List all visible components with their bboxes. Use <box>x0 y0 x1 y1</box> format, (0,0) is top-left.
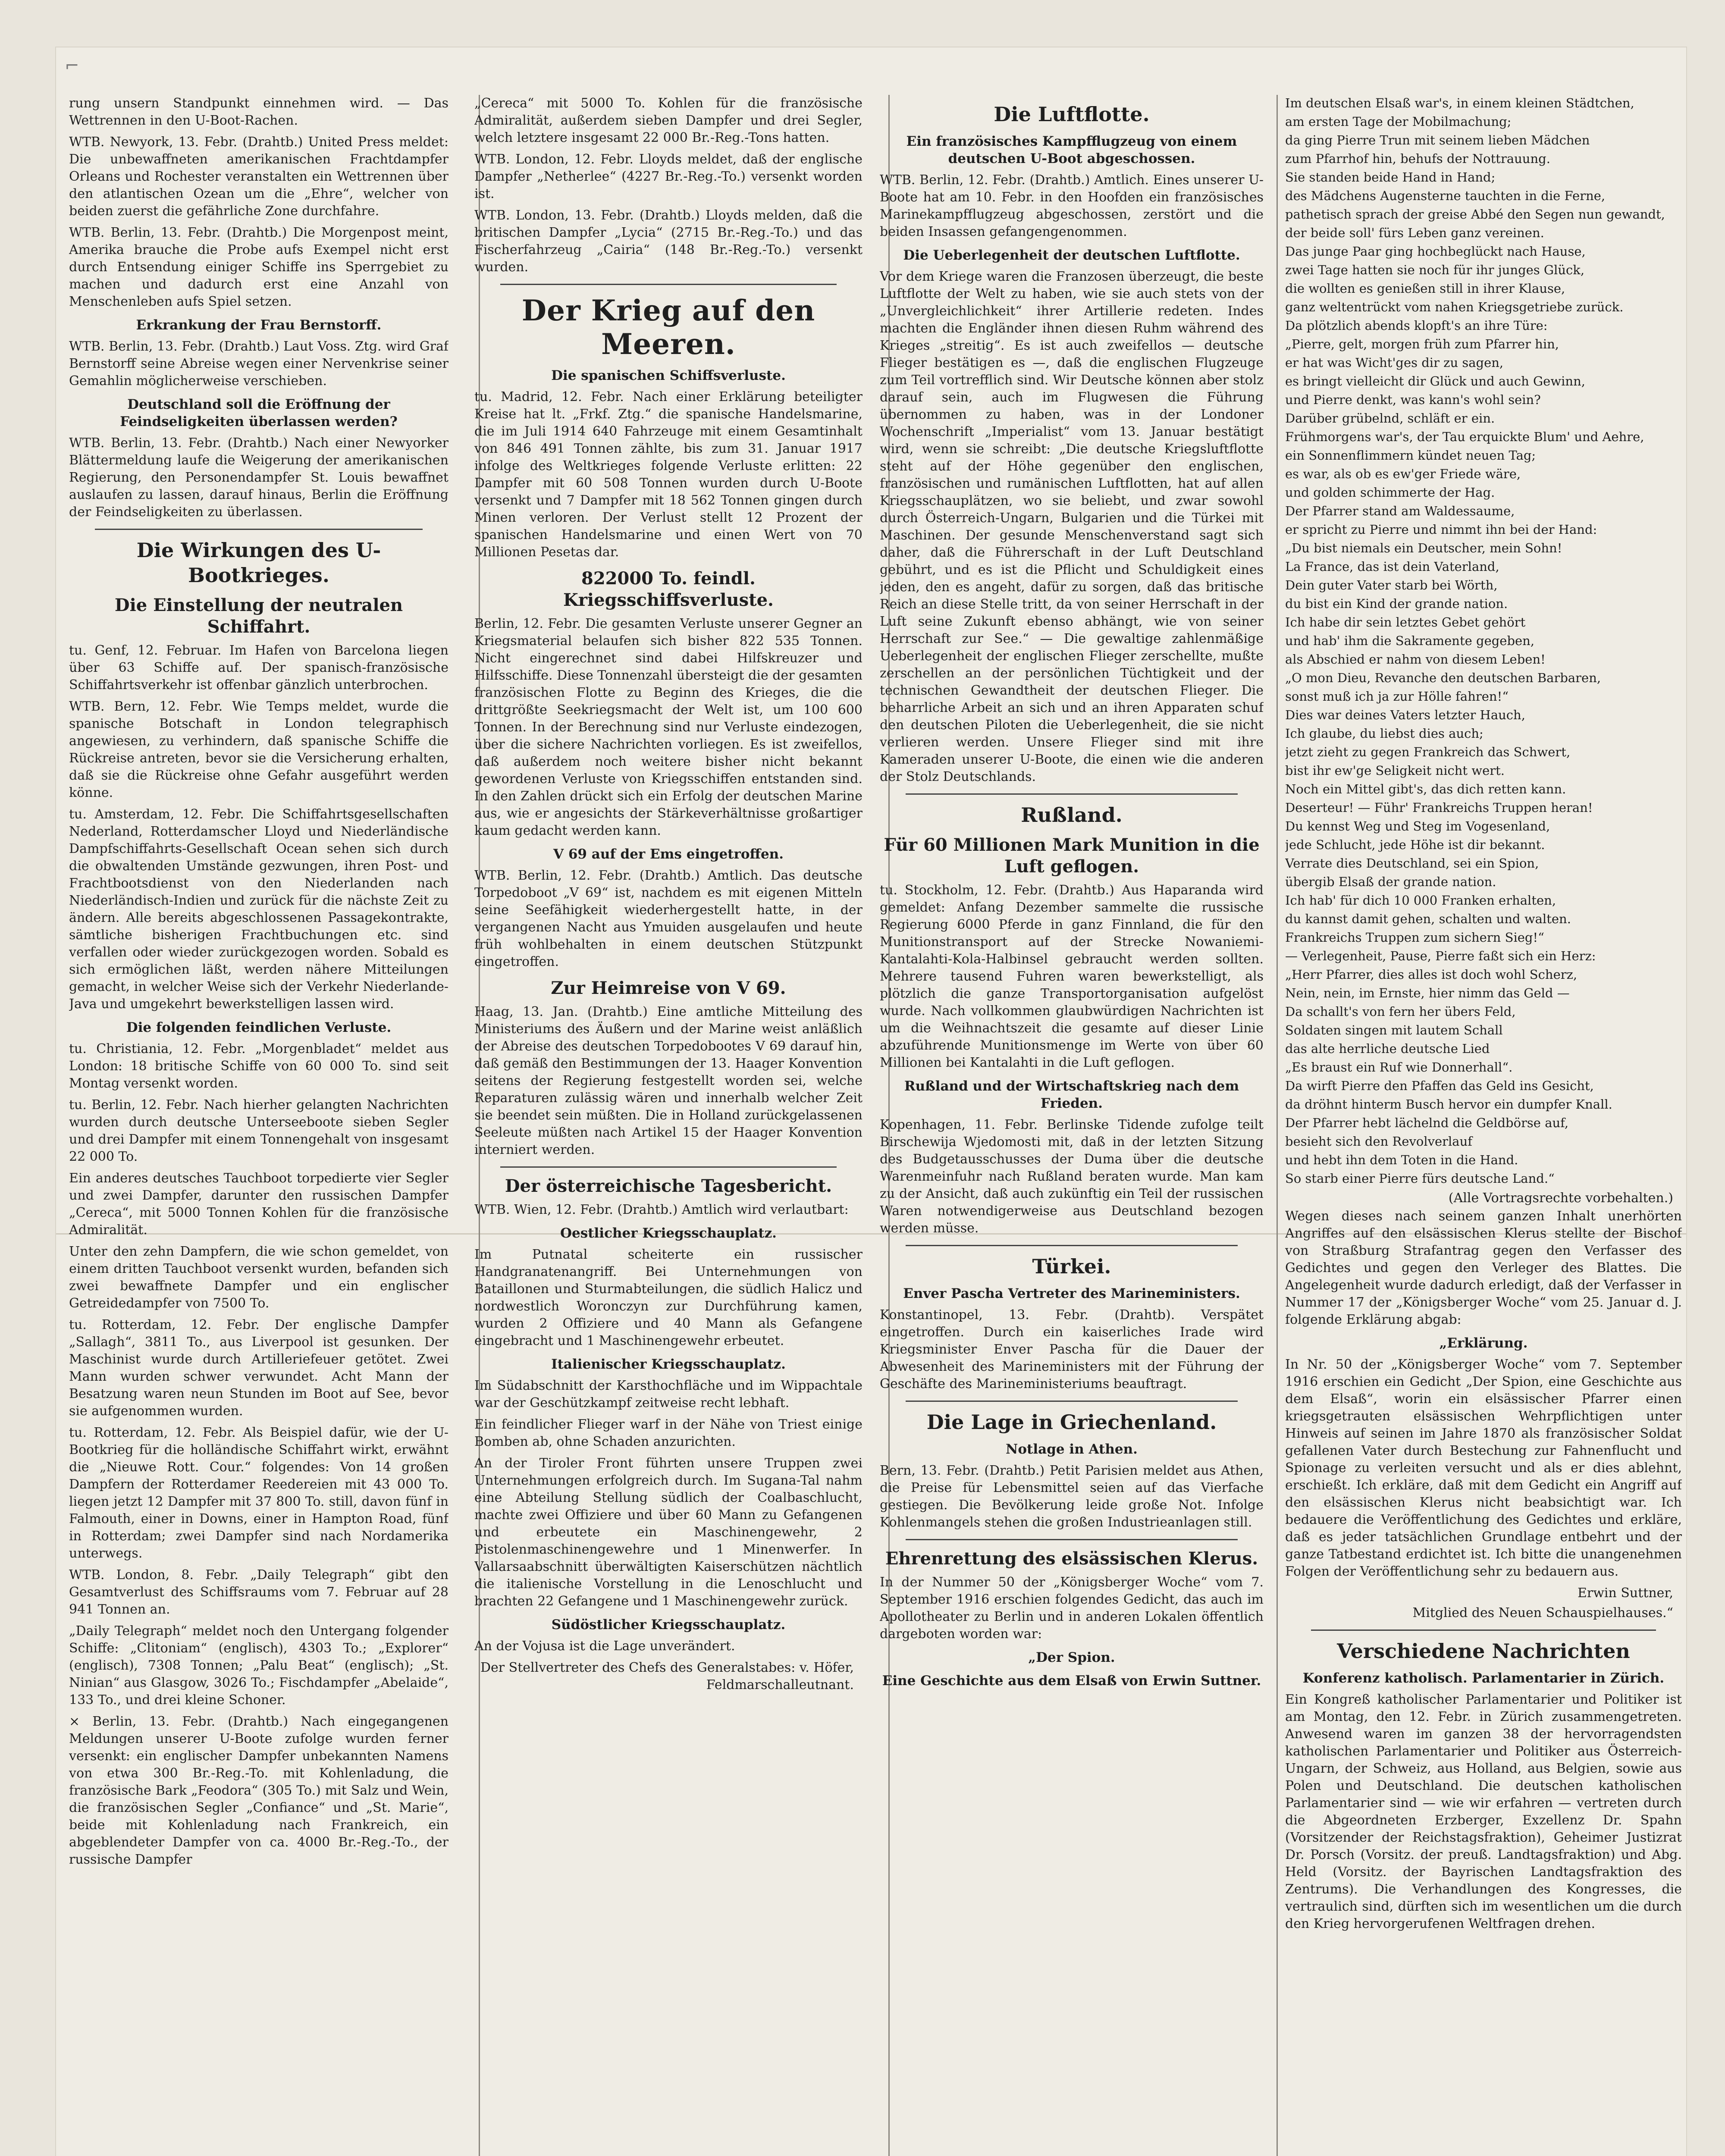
article-paragraph: WTB. London, 12. Febr. Lloyds meldet, daß der englische Dampfer „Netherlee“ (4227 Br.-Reg.-To.) versenkt worden ist. <box>474 152 862 201</box>
article-paragraph: In der Nummer 50 der „Königsberger Woche“ vom 7. September 1916 erschien folgendes Gedicht, das auch im Apollotheater zu Berlin und in anderen Lokalen öffentlich dargeboten worden war: <box>880 1575 1264 1642</box>
article-divider <box>95 529 423 530</box>
subheading: Die spanischen Schiffsverluste. <box>551 368 786 383</box>
poem-line: jetzt zieht zu gegen Frankreich das Schwert, <box>1285 745 1571 759</box>
subheading: „Der Spion. <box>1028 1650 1115 1665</box>
article-divider <box>1311 1630 1656 1631</box>
section-headline: Türkei. <box>1032 1255 1111 1278</box>
article-paragraph: Kopenhagen, 11. Febr. Berlinske Tidende zufolge teilt Birschewija Wjedomosti mit, daß in der letzten Sitzung des Budgetausschusses der Duma über die deutsche Warenmeinfuhr nach Rußland beraten wurde. Man kam zu der Ansicht, daß auch zukünftig ein Teil der russischen Waren notwendigerweise aus Deutschland bezogen werden müsse. <box>880 1117 1264 1236</box>
newspaper-columns <box>69 95 1682 2156</box>
article-paragraph: WTB. Berlin, 12. Febr. (Drahtb.) Amtlich. Das deutsche Torpedoboot „V 69“ ist, nachdem es mit eigenen Mitteln seine Seefähigkeit wiederhergestellt hatte, in der vergangenen Nacht aus Ymuiden ausgelaufen und heute früh wohlbehalten in einem deutschen Stützpunkt eingetroffen. <box>474 868 862 969</box>
poem-line: da dröhnt hinterm Busch hervor ein dumpfer Knall. <box>1285 1097 1612 1112</box>
poem-line: es bringt vielleicht dir Glück und auch Gewinn, <box>1285 374 1585 389</box>
section-headline: Der Krieg auf den Meeren. <box>521 294 815 361</box>
poem-line: und hebt ihn dem Toten in die Hand. <box>1285 1153 1518 1167</box>
article-paragraph: × Berlin, 13. Febr. (Drahtb.) Nach eingegangenen Meldungen unserer U-Boote zufolge wurden ferner versenkt: ein englischer Dampfer unbekannten Namens von etwa 300 Br.-Reg.-To. mit Kohlenladung, die französische Bark „Feodora“ (305 To.) mit Salz und Wein, die französischen Segler „Confiance“ und „St. Marie“, beide mit Kohlenladung nach Frankreich, ein abgeblendeter Dampfer von ca. 4000 Br.-Reg.-To., der russische Dampfer <box>69 1714 448 1867</box>
poem-line: Frühmorgens war's, der Tau erquickte Blum' und Aehre, <box>1285 429 1644 444</box>
poem-line: bist ihr ew'ge Seligkeit nicht wert. <box>1285 763 1505 778</box>
article-paragraph: tu. Christiania, 12. Febr. „Morgenbladet“ meldet aus London: 18 britische Schiffe von 60 000 To. sind seit Montag versenkt worden. <box>69 1041 448 1091</box>
article-paragraph: Unter den zehn Dampfern, die wie schon gemeldet, von einem dritten Tauchboot versenkt wurden, befanden sich zwei bewaffnete Dampfer und ein englischer Getreidedampfer von 7500 To. <box>69 1244 448 1311</box>
poem-line: „Es braust ein Ruf wie Donnerhall“. <box>1285 1060 1513 1075</box>
poem-line: „O mon Dieu, Revanche den deutschen Barbaren, <box>1285 671 1601 685</box>
subheading: Erkrankung der Frau Bernstorff. <box>136 317 382 333</box>
subheading: Enver Pascha Vertreter des Marineministers. <box>903 1286 1240 1301</box>
poem-line: des Mädchens Augensterne tauchten in die Ferne, <box>1285 188 1606 203</box>
poem-line: „Herr Pfarrer, dies alles ist doch wohl Scherz, <box>1285 967 1578 982</box>
article-paragraph: Bern, 13. Febr. (Drahtb.) Petit Parisien meldet aus Athen, die Preise für Lebensmittel seien auf das Vierfache gestiegen. Die Bevölkerung leide große Not. Infolge Kohlenmangels stehen die großen Industrieanlagen still. <box>880 1463 1264 1530</box>
article-paragraph: tu. Rotterdam, 12. Febr. Als Beispiel dafür, wie der U-Bootkrieg für die holländische Schiffahrt wirkt, erwähnt die „Nieuwe Rott. Cour.“ folgendes: Von 14 großen Dampfern der Rotterdamer Reedereien mit 43 000 To. liegen jetzt 12 Dampfer mit 37 800 To. still, davon fünf in Falmouth, einer in Downs, einer in Hampton Road, fünf in Rotterdam; zwei Dampfer sind nach Nordamerika unterwegs. <box>69 1425 448 1561</box>
article-paragraph: „Cereca“ mit 5000 To. Kohlen für die französische Admiralität, außerdem sieben Dampfer und drei Segler, welch letztere insgesamt 22 000 Br.-Reg.-Tons hatten. <box>474 96 862 145</box>
article-divider <box>906 1245 1238 1246</box>
article-paragraph: In Nr. 50 der „Königsberger Woche“ vom 7. September 1916 erschien ein Gedicht „Der Spion, eine Geschichte aus dem Elsaß“, worin ein elsässischer Pfarrer einen kriegsgetrauten elsässischen Wehrpflichtigen unter Hinweis auf seinen im Jahre 1870 als französischer Soldat gefallenen Vater durch Bestechung zur Fahnenflucht und Spionage zu verleiten versucht und als er dies ablehnt, erschießt. Ich erkläre, daß mit dem Gedicht ein Angriff auf den elsässischen Klerus nicht beabsichtigt war. Ich bedauere die Veröffentlichung des Gedichtes und erkläre, daß es jeder tatsächlichen Grundlage entbehrt und der ganze Tatbestand erdichtet ist. Ich bitte die unangenehmen Folgen der Veröffentlichung sehr zu bedauern aus. <box>1285 1357 1682 1579</box>
article-paragraph: Konstantinopel, 13. Febr. (Drahtb). Verspätet eingetroffen. Durch ein kaiserliches Irade wird Kriegsminister Enver Pascha für die Dauer der Abwesenheit des Marineministers mit der Führung der Geschäfte des Marineministeriums beauftragt. <box>880 1307 1264 1391</box>
article-divider <box>500 284 837 285</box>
article-paragraph: Berlin, 12. Febr. Die gesamten Verluste unserer Gegner an Kriegsmaterial belaufen sich bisher 822 535 Tonnen. Nicht eingerechnet sind dabei Hilfskreuzer und Hilfsschiffe. Diese Tonnenzahl übersteigt die der gesamten französischen Flotte zu Beginn des Krieges, die die drittgrößte Seekriegsmacht der Welt ist, um 100 600 Tonnen. In der Berechnung sind nur Verluste eindezogen, über die sichere Nachrichten vorliegen. Es ist zweifellos, daß außerdem noch weitere bisher nicht bekannt gewordenen Verluste von Kriegsschiffen entstanden sind. In den Zahlen drückt sich ein Erfolg der deutschen Marine aus, wie er angesichts der Stärkeverhältnisse großartiger kaum gedacht werden kann. <box>474 616 862 838</box>
subheading: „Erklärung. <box>1439 1335 1528 1351</box>
article-paragraph: tu. Genf, 12. Februar. Im Hafen von Barcelona liegen über 63 Schiffe auf. Der spanisch-französische Schiffahrtsverkehr ist offenbar gänzlich unterbrochen. <box>69 643 448 693</box>
poem-line: Da schallt's von fern her übers Feld, <box>1285 1004 1516 1019</box>
article-paragraph: tu. Berlin, 12. Febr. Nach hierher gelangten Nachrichten wurden durch deutsche Unterseeboote sieben Segler und drei Dampfer mit einem Tonnengehalt von insgesamt 22 000 To. <box>69 1097 448 1164</box>
poem-line: — Verlegenheit, Pause, Pierre faßt sich ein Herz: <box>1285 949 1596 963</box>
poem-line: da ging Pierre Trun mit seinem lieben Mädchen <box>1285 133 1590 147</box>
poem-line: zwei Tage hatten sie noch für ihr junges Glück, <box>1285 263 1585 277</box>
poem-line: als Abschied er nahm von diesem Leben! <box>1285 652 1546 667</box>
poem-line: So starb einer Pierre fürs deutsche Land.“ <box>1285 1171 1555 1186</box>
poem-line: am ersten Tage der Mobilmachung; <box>1285 114 1512 129</box>
poem-line: pathetisch sprach der greise Abbé den Segen nun gewandt, <box>1285 207 1665 222</box>
article-divider <box>500 1166 837 1168</box>
poem-line: sonst muß ich ja zur Hölle fahren!“ <box>1285 689 1509 704</box>
poem-line: du bist ein Kind der grande nation. <box>1285 596 1508 611</box>
signature-line: Erwin Suttner, <box>1577 1586 1673 1601</box>
article-headline: Zur Heimreise von V 69. <box>551 978 786 998</box>
poem-line: Dies war deines Vaters letzter Hauch, <box>1285 708 1525 722</box>
poem-line: Der Pfarrer hebt lächelnd die Geldbörse auf, <box>1285 1116 1569 1130</box>
poem-line: er spricht zu Pierre und nimmt ihn bei der Hand: <box>1285 522 1597 537</box>
signature-line: Der Stellvertreter des Chefs des Generalstabes: v. Höfer, Feldmarschalleutnant. <box>480 1660 854 1692</box>
article-paragraph: WTB. Bern, 12. Febr. Wie Temps meldet, wurde die spanische Botschaft in London telegraphisch angewiesen, zu verhindern, daß spanische Schiffe die Rückreise antreten, bevor sie die Versicherung erhalten, daß sie die Rückreise ohne Gefahr ausgeführt werden könne. <box>69 699 448 800</box>
article-paragraph: WTB. London, 13. Febr. (Drahtb.) Lloyds melden, daß die britischen Dampfer „Lycia“ (2715 Br.-Reg.-To.) und das Fischerfahrzeug „Cairia“ (148 Br.-Reg.-To.) versenkt wurden. <box>474 208 862 275</box>
article-divider <box>906 1401 1238 1402</box>
article-paragraph: tu. Amsterdam, 12. Febr. Die Schiffahrtsgesellschaften Nederland, Rotterdamscher Lloyd und Niederländische Dampfschiffahrts-Gesellschaft Ocean sehen sich durch die obwaltenden Umstände gezwungen, ihren Post- und Frachtbootsdienst von den Niederlanden nach Niederländisch-Indien und zurück für die nächste Zeit zu ändern. Alle bereits abgeschlossenen Passagekontrakte, sämtliche bisherigen Frachtbuchungen etc. sind verfallen oder wieder zurückgezogen worden. Sobald es sich ermöglichen läßt, werden nähere Mitteilungen gemacht, in welcher Weise sich der Verkehr Niederlande-Java und umgekehrt bewerkstelligen lassen wird. <box>69 807 448 1012</box>
article-paragraph: WTB. Berlin, 13. Febr. (Drahtb.) Laut Voss. Ztg. wird Graf Bernstorff seine Abreise wegen einer Nervenkrise seiner Gemahlin möglicherweise verschieben. <box>69 339 448 389</box>
poem-line: übergib Elsaß der grande nation. <box>1285 874 1496 889</box>
article-paragraph: WTB. Berlin, 13. Febr. (Drahtb.) Die Morgenpost meint, Amerika brauche die Probe aufs Exempel nicht erst durch Entsendung einiger Schiffe ins Sperrgebiet zu machen und dadurch erst eine Anzahl von Menschenleben aufs Spiel setzen. <box>69 225 448 309</box>
poem-line: Das junge Paar ging hochbeglückt nach Hause, <box>1285 244 1586 259</box>
poem-line: ein Sonnenflimmern kündet neuen Tag; <box>1285 448 1536 463</box>
subheading: Oestlicher Kriegsschauplatz. <box>560 1225 777 1241</box>
poem-line: Ich hab' für dich 10 000 Franken erhalten, <box>1285 893 1556 908</box>
poem-line: es war, als ob es ew'ger Friede wäre, <box>1285 467 1521 481</box>
poem-line: die wollten es genießen still in ihrer Klause, <box>1285 281 1565 296</box>
poem-line: Du kennst Weg und Steg im Vogesenland, <box>1285 819 1550 834</box>
article-paragraph: WTB. Newyork, 13. Febr. (Drahtb.) United Press meldet: Die unbewaffneten amerikanischen Frachtdampfer Orleans und Rochester veranstalten ein Wettrennen über den atlantischen Ozean um die „Ehre“, welcher von beiden zuerst die gefährliche Zone durchfahre. <box>69 135 448 219</box>
article-paragraph: Haag, 13. Jan. (Drahtb.) Eine amtliche Mitteilung des Ministeriums des Äußern und der Marine weist anläßlich der Abreise des deutschen Torpedobootes V 69 darauf hin, daß gemäß den Bestimmungen der 13. Haager Konvention seitens der Regierung festgestellt worden sei, welche Reparaturen zulässig wären und innerhalb welcher Zeit sie beendet sein müßten. Die in Holland zurückgelassenen Seeleute müßten nach Artikel 15 der Haager Konvention interniert werden. <box>474 1004 862 1157</box>
article-paragraph: Wegen dieses nach seinem ganzen Inhalt unerhörten Angriffes auf den elsässischen Klerus stellte der Bischof von Straßburg Strafantrag gegen den Verfasser des Gedichtes und gegen den Verleger des Blattes. Die Angelegenheit wurde dadurch erledigt, daß der Verfasser in Nummer 17 der „Königsberger Woche“ vom 25. Januar d. J. folgende Erklärung abgab: <box>1285 1209 1682 1327</box>
poem-line: Verrate dies Deutschland, sei ein Spion, <box>1285 856 1539 871</box>
subheading: Deutschland soll die Eröffnung der Feindseligkeiten überlassen werden? <box>120 397 398 429</box>
article-paragraph: „Daily Telegraph“ meldet noch den Untergang folgender Schiffe: „Clitoniam“ (englisch), 4303 To.; „Explorer“ (englisch), 7308 Tonnen; „Palu Beat“ (englisch); „St. Ninian“ aus Glasgow, 3026 To.; Fischdampfer „Abelaide“, 133 To., und drei kleine Schoner. <box>69 1623 448 1708</box>
article-paragraph: Vor dem Kriege waren die Franzosen überzeugt, die beste Luftflotte der Welt zu haben, wie sie auch stets von der „Unvergleichlichkeit“ ihrer Artillerie redeten. Indes machten die Engländer ihnen diesen Ruhm während des Krieges „streitig“. Es ist auch zweifellos — deutsche Flieger bestätigen es —, daß die englischen Flugzeuge zum Teil vortrefflich sind. Wir Deutsche können aber stolz darauf sein, auch im Flugwesen die Führung übernommen zu haben, was in der Londoner Wochenschrift „Imperialist“ vom 13. Januar bestätigt wird, wenn sie schreibt: „Die deutsche Kriegsluftflotte steht auf der Höhe gegenüber den englischen, französischen und rumänischen Luftflotten, hat auf allen Kriegsschauplätzen, wo sie beliebt, und zwar sowohl durch Österreich-Ungarn, Bulgarien und die Türkei mit Maschinen. Der gesunde Menschenverstand sagt sich daher, daß die Führerschaft in der Luft Deutschland gebührt, und es ist die Pflicht und Schuldigkeit eines jeden, den es angeht, dafür zu sorgen, daß das britische Reich an diese Stelle tritt, da von seiner Herrschaft in der Luft seine Zukunft ebenso abhängt, wie von seiner Herrschaft zur See.“ — Die gewaltige zahlenmäßige Ueberlegenheit der englischen Flieger zerschellte, mußte zerschellen an der persönlichen Tüchtigkeit und der technischen Gewandtheit der deutschen Flieger. Die beharrliche Arbeit an sich und an ihren Apparaten schuf den deutschen Piloten die Ueberlegenheit, die sie nicht verlieren werden. Unsere Flieger sind mit ihre Kameraden unserer U-Boote, die einen wie die anderen der Stolz Deutschlands. <box>880 269 1264 784</box>
poem-line: Frankreichs Truppen zum sichern Sieg!“ <box>1285 930 1544 945</box>
poem-line: und hab' ihm die Sakramente gegeben, <box>1285 633 1535 648</box>
poem-line: Darüber grübelnd, schläft er ein. <box>1285 411 1495 426</box>
section-headline: Rußland. <box>1021 803 1123 827</box>
poem-line: zum Pfarrhof hin, behufs der Nottrauung. <box>1285 151 1550 166</box>
article-paragraph: Im Putnatal scheiterte ein russischer Handgranatenangriff. Bei Unternehmungen von Bataillonen und Sturmabteilungen, die südlich Halicz und nordwestlich Woronczyn zur Durchführung kamen, wurden 2 Offiziere und 40 Mann als Gefangene eingebracht und 1 Maschinengewehr erbeutet. <box>474 1247 862 1348</box>
signature-line: Mitglied des Neuen Schauspielhauses.“ <box>1412 1605 1673 1620</box>
poem-line: Nein, nein, im Ernste, hier nimm das Geld — <box>1285 986 1570 1000</box>
poem-line: er hat was Wicht'ges dir zu sagen, <box>1285 355 1504 370</box>
section-headline: Die Luftflotte. <box>994 103 1150 126</box>
poem-line: Soldaten singen mit lautem Schall <box>1285 1023 1503 1037</box>
subheading: Die Ueberlegenheit der deutschen Luftflotte. <box>903 248 1240 263</box>
poem-line: und golden schimmerte der Hag. <box>1285 485 1495 500</box>
section-headline: Verschiedene Nachrichten <box>1337 1639 1630 1663</box>
subheading: Rußland und der Wirtschaftskrieg nach dem Frieden. <box>904 1078 1239 1111</box>
article-paragraph: An der Tiroler Front führten unsere Truppen zwei Unternehmungen erfolgreich durch. Im Sugana-Tal nahm eine Abteilung Stellung südlich der Coalbaschlucht, machte zwei Offiziere und über 60 Mann zu Gefangenen und erbeutete ein Maschinengewehr, 2 Pistolenmaschinengewehre und 1 Minenwerfer. In Vallarsaabschnitt überwältigten Kaiserschützen nächtlich die italienische Vorstellung in die Lenoschlucht und brachten 22 Gefangene und 1 Maschinengewehr zurück. <box>474 1456 862 1609</box>
page-corner-mark: ⌐ <box>65 56 79 76</box>
poem-line: „Pierre, gelt, morgen früh zum Pfarrer hin, <box>1285 337 1559 351</box>
subheading: V 69 auf der Ems eingetroffen. <box>553 846 784 862</box>
poem-line: Deserteur! — Führ' Frankreichs Truppen heran! <box>1285 800 1593 815</box>
article-paragraph: WTB. Berlin, 12. Febr. (Drahtb.) Amtlich. Eines unserer U-Boote hat am 10. Febr. in den Hoofden ein französisches Marinekampfflugzeug abgeschossen, zerstört und die beiden Insassen gefangengenommen. <box>880 172 1264 239</box>
article-paragraph: tu. Rotterdam, 12. Febr. Der englische Dampfer „Sallagh“, 3811 To., aus Liverpool ist gesunken. Der Maschinist wurde durch Artilleriefeuer getötet. Zwei Mann wurden schwer verwundet. Acht Mann der Besatzung waren neun Stunden im Boot auf See, bevor sie aufgenommen wurden. <box>69 1317 448 1419</box>
poem-line: Sie standen beide Hand in Hand; <box>1285 170 1496 185</box>
subheading: Ein französisches Kampfflugzeug von einem deutschen U-Boot abgeschossen. <box>906 134 1237 166</box>
article-paragraph: WTB. London, 8. Febr. „Daily Telegraph“ gibt den Gesamtverlust des Schiffsraums vom 7. Februar auf 28 941 Tonnen an. <box>69 1567 448 1617</box>
section-headline: Die Wirkungen des U-Bootkrieges. <box>136 539 381 587</box>
poem-line: „Du bist niemals ein Deutscher, mein Sohn! <box>1285 541 1562 555</box>
article-paragraph: An der Vojusa ist die Lage unverändert. <box>474 1639 735 1654</box>
poem-line: Dein guter Vater starb bei Wörth, <box>1285 578 1498 592</box>
article-paragraph: tu. Stockholm, 12. Febr. (Drahtb.) Aus Haparanda wird gemeldet: Anfang Dezember sammelte die russische Regierung 6000 Pferde in ganz Finnland, die für den Munitionstransport auf der Strecke Nowaniemi-Kantalahti-Kola-Halbinsel gebraucht werden sollten. Mehrere tausend Fuhren waren bewerkstelligt, als plötzlich die ganze Transportorganisation aufgelöst wurde. Nach vollkommen glaubwürdigen Nachrichten ist um die Weihnachtszeit die gesamte auf dieser Linie abzuführende Munitionsmenge im Werte von über 60 Millionen bei Kantalahti in die Luft geflogen. <box>880 883 1264 1070</box>
poem-line: Der Pfarrer stand am Waldessaume, <box>1285 504 1515 518</box>
article-paragraph: WTB. Berlin, 13. Febr. (Drahtb.) Nach einer Newyorker Blättermeldung laufe die Weigerung der amerikanischen Regierung, den Personendampfer St. Louis bewaffnet auslaufen zu lassen, darauf hinaus, Berlin die Eröffnung der Feindseligkeiten zu überlassen. <box>69 436 448 520</box>
column-4 <box>1285 95 1682 2156</box>
poem-line: besieht sich den Revolverlauf <box>1285 1134 1473 1149</box>
subheading: Notlage in Athen. <box>1006 1442 1138 1457</box>
subheading: Eine Geschichte aus dem Elsaß von Erwin Suttner. <box>882 1673 1261 1689</box>
column-2 <box>474 95 862 2156</box>
column-3 <box>880 95 1264 2156</box>
article-headline: Ehrenrettung des elsässischen Klerus. <box>885 1548 1258 1569</box>
article-headline: Der österreichische Tagesbericht. <box>505 1176 832 1196</box>
article-divider <box>906 793 1238 795</box>
subheading: Südöstlicher Kriegsschauplatz. <box>551 1617 786 1633</box>
poem-line: Da plötzlich abends klopft's an ihre Türe: <box>1285 318 1548 333</box>
article-headline: 822000 To. feindl. Kriegsschiffsverluste. <box>563 568 774 610</box>
article-paragraph: Ein feindlicher Flieger warf in der Nähe von Triest einige Bomben ab, ohne Schaden anzurichten. <box>474 1417 862 1449</box>
article-paragraph: Ein anderes deutsches Tauchboot torpedierte vier Segler und zwei Dampfer, darunter den russischen Dampfer „Cereca“, mit 5000 Tonnen Kohlen für die französische Admiralität. <box>69 1171 448 1238</box>
article-paragraph: rung unsern Standpunkt einnehmen wird. — Das Wettrennen in den U-Boot-Rachen. <box>69 96 448 128</box>
article-divider <box>906 1539 1238 1540</box>
section-headline: Die Lage in Griechenland. <box>926 1410 1217 1434</box>
poem-line: La France, das ist dein Vaterland, <box>1285 559 1499 574</box>
subheading: Konferenz katholisch. Parlamentarier in Zürich. <box>1302 1670 1665 1686</box>
poem-line: Noch ein Mittel gibt's, das dich retten kann. <box>1285 782 1566 796</box>
poem-line: ganz weltentrückt vom nahen Kriegsgetriebe zurück. <box>1285 300 1624 314</box>
poem-line: Da wirft Pierre den Pfaffen das Geld ins Gesicht, <box>1285 1078 1594 1093</box>
signature-line: (Alle Vortragsrechte vorbehalten.) <box>1448 1191 1673 1206</box>
subheading: Die folgenden feindlichen Verluste. <box>126 1020 392 1035</box>
poem-line: Ich habe dir sein letztes Gebet gehört <box>1285 615 1526 630</box>
poem-line: der beide soll' fürs Leben ganz vereinen. <box>1285 226 1544 240</box>
poem-line: jede Schlucht, jede Höhe ist dir bekannt. <box>1285 837 1545 852</box>
poem-line: du kannst damit gehen, schalten und walten. <box>1285 912 1571 926</box>
subheading: Italienischer Kriegsschauplatz. <box>551 1357 786 1372</box>
article-paragraph: Ein Kongreß katholischer Parlamentarier und Politiker ist am Montag, den 12. Febr. in Zürich zusammengetreten. Anwesend waren im ganzen 38 der hervorragendsten katholischen Parlamentarier und Politiker aus Österreich-Ungarn, der Schweiz, aus Holland, aus Belgien, sowie aus Polen und Deutschland. Die deutschen katholischen Parlamentarier sind — wie wir erfahren — vertreten durch die Abgeordneten Erzberger, Exzellenz Dr. Spahn (Vorsitzender der Reichstagsfraktion), Geheimer Justizrat Dr. Porsch (Vorsitz. der preuß. Landtagsfraktion) und Abg. Held (Vorsitz. der Bayrischen Landtagsfraktion des Zentrums). Die Verhandlungen des Kongresses, die vertraulich sind, dürften sich im wesentlichen um die durch den Krieg hervorgerufenen Weltfragen drehen. <box>1285 1692 1682 1931</box>
article-paragraph: WTB. Wien, 12. Febr. (Drahtb.) Amtlich wird verlautbart: <box>474 1202 849 1217</box>
article-headline: Für 60 Millionen Mark Munition in die Luft geflogen. <box>884 835 1260 877</box>
poem-line: das alte herrliche deutsche Lied <box>1285 1041 1490 1056</box>
poem-line: Ich glaube, du liebst dies auch; <box>1285 726 1484 741</box>
article-headline: Die Einstellung der neutralen Schiffahrt. <box>114 595 403 637</box>
poem-line: und Pierre denkt, was kann's wohl sein? <box>1285 392 1541 407</box>
poem-line: Im deutschen Elsaß war's, in einem kleinen Städtchen, <box>1285 96 1634 110</box>
column-1 <box>69 95 448 2156</box>
article-paragraph: Im Südabschnitt der Karsthochfläche und im Wippachtale war der Geschützkampf zeitweise recht lebhaft. <box>474 1378 862 1410</box>
article-paragraph: tu. Madrid, 12. Febr. Nach einer Erklärung beteiligter Kreise hat lt. „Frkf. Ztg.“ die spanische Handelsmarine, die im Juli 1914 640 Fahrzeuge mit einem Gesamtinhalt von 846 491 Tonnen zählte, bis zum 31. Januar 1917 infolge des Weltkrieges folgende Verluste erlitten: 22 Dampfer mit 60 508 Tonnen wurden durch U-Boote versenkt und 7 Dampfer mit 18 562 Tonnen gingen durch Minen verloren. Der Verlust stellt 12 Prozent der spanischen Handelsmarine und einen Wert von 70 Millionen Pesetas dar. <box>474 389 862 560</box>
